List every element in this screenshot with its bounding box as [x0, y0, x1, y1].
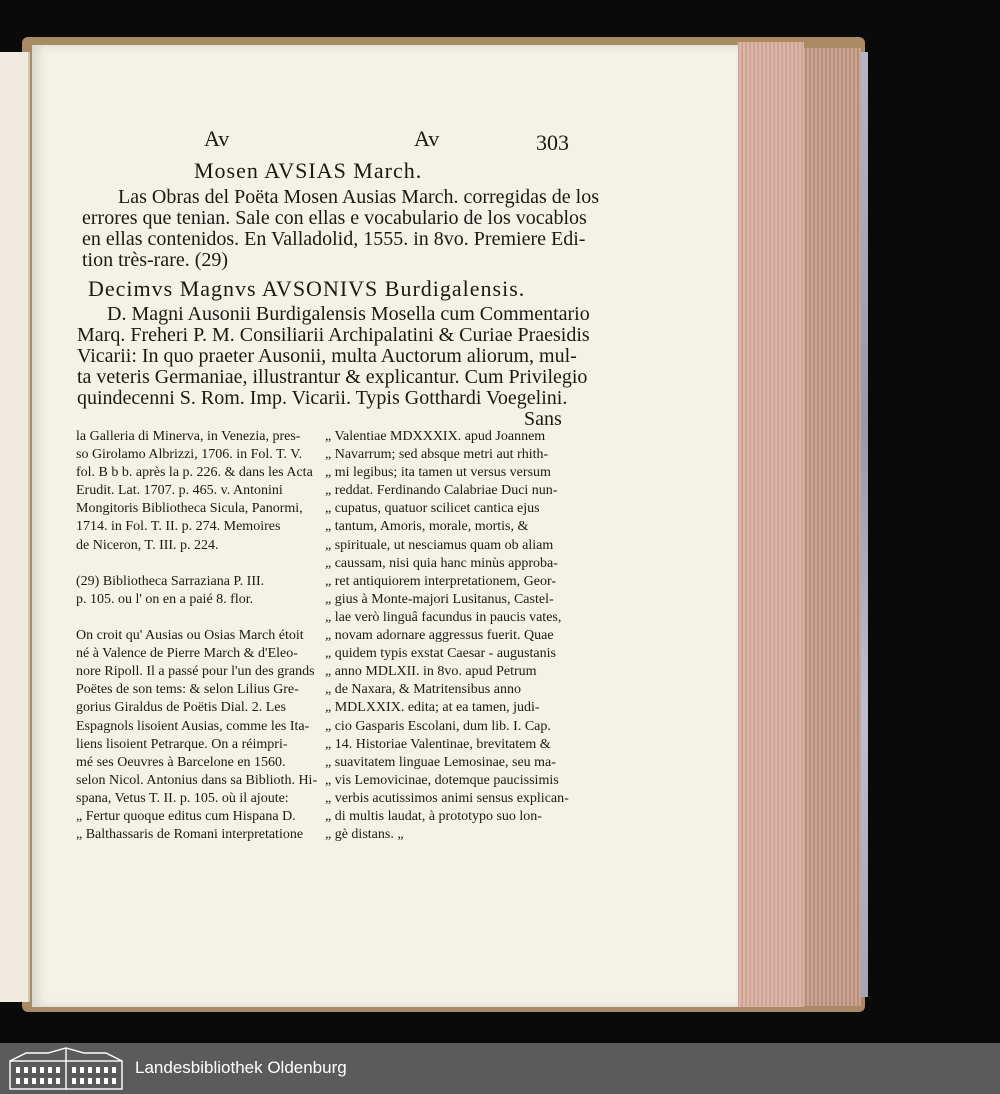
footnote-line: 1714. in Fol. T. II. p. 274. Memoires	[76, 519, 281, 535]
institution-name: Landesbibliothek Oldenburg	[135, 1058, 347, 1077]
footnote-line: „ mi legibus; ita tamen ut versus versum	[325, 465, 551, 481]
footnote-line: „ quidem typis exstat Caesar - augustanis	[325, 646, 556, 662]
footnote-line	[76, 555, 316, 573]
text-line: D. Magni Ausonii Burdigalensis Mosella cum Commentario	[107, 303, 590, 325]
running-head-center: Av	[414, 126, 440, 151]
footnote-line: so Girolamo Albrizzi, 1706. in Fol. T. V.	[76, 447, 303, 463]
facing-page-edge	[0, 52, 30, 1002]
footnote-line: „ tantum, Amoris, morale, mortis, &	[325, 519, 529, 535]
footnote-line: la Galleria di Minerva, in Venezia, pres-	[76, 429, 301, 444]
footnote-line: gorius Giraldus de Poëtis Dial. 2. Les	[76, 700, 286, 716]
footnote-line: „ di multis laudat, à prototypo suo lon-	[325, 808, 542, 824]
footnote-line: „ ret antiquiorem interpretationem, Geor-	[325, 573, 557, 589]
footnotes-left-column	[76, 428, 316, 844]
footnote-line: On croit qu' Ausias ou Osias March étoit	[76, 628, 304, 644]
book-page	[32, 45, 738, 1007]
footnote-line: „ cio Gasparis Escolani, dum lib. I. Cap.	[325, 718, 551, 734]
footnote-line: „ MDLXXIX. edita; at ea tamen, judi-	[325, 700, 540, 716]
footnote-line: Mongitoris Bibliotheca Sicula, Panormi,	[76, 501, 303, 517]
footnote-line: spana, Vetus T. II. p. 105. où il ajoute:	[76, 790, 289, 806]
page-number: 303	[536, 130, 569, 155]
footnote-line: „ lae verò linguâ facundus in paucis vates,	[325, 609, 562, 625]
footnote-line: selon Nicol. Antonius dans sa Biblioth. Hi-	[76, 772, 318, 788]
footnote-line: „ vis Lemovicinae, dotemque paucissimis	[325, 772, 559, 788]
footnote-line: né à Valence de Pierre March & d'Eleo-	[76, 646, 298, 662]
running-head-left: Av	[204, 126, 230, 151]
footnote-line: nore Ripoll. Il a passé pour l'un des grands	[76, 664, 315, 680]
text-line: ta veteris Germaniae, illustrantur & explicantur. Cum Privilegio	[77, 366, 588, 388]
footnote-line: Espagnols lisoient Ausias, comme les Ita-	[76, 718, 310, 734]
text-line: Marq. Freheri P. M. Consiliarii Archipalatini & Curiae Praesidis	[77, 324, 590, 346]
footnote-line: Erudit. Lat. 1707. p. 465. v. Antonini	[76, 483, 283, 499]
footnote-line: „ Valentiae MDXXXIX. apud Joannem	[325, 429, 546, 444]
footnote-line: „ gè distans. „	[325, 827, 404, 843]
footnote-line: „ Fertur quoque editus cum Hispana D.	[76, 808, 296, 824]
footnote-line: „ anno MDLXII. in 8vo. apud Petrum	[325, 664, 537, 680]
footnote-line: „ caussam, nisi quia hanc minùs approba-	[325, 555, 558, 571]
footnote-line: „ reddat. Ferdinando Calabriae Duci nun-	[325, 483, 558, 499]
footnote-line: „ 14. Historiae Valentinae, brevitatem &	[325, 736, 551, 752]
footnote-line	[76, 609, 316, 627]
text-line: Vicarii: In quo praeter Ausonii, multa Auctorum aliorum, mul-	[77, 345, 577, 367]
text-line: quindecenni S. Rom. Imp. Vicarii. Typis Gotthardi Voegelini.	[77, 387, 568, 409]
footnote-line: fol. B b b. après la p. 226. & dans les Acta	[76, 465, 313, 481]
footnote-line: „ suavitatem linguae Lemosinae, seu ma-	[325, 754, 556, 770]
footnote-line: „ cupatus, quatuor scilicet cantica ejus	[325, 501, 540, 517]
footnote-line: (29) Bibliotheca Sarraziana P. III.	[76, 573, 265, 589]
footnote-line: p. 105. ou l' on en a paié 8. flor.	[76, 591, 254, 607]
entry-heading-ausonius: Decimvs Magnvs AVSONIVS Burdigalensis.	[88, 276, 526, 301]
footnote-line: „ novam adornare aggressus fuerit. Quae	[325, 628, 554, 644]
cover-board-edge	[800, 48, 861, 1006]
text-line: errores que tenian. Sale con ellas e vocabulario de los vocablos	[82, 207, 587, 229]
library-building-logo-icon	[8, 1047, 124, 1091]
text-line: Las Obras del Poëta Mosen Ausias March. corregidas de los	[118, 186, 599, 208]
text-line: en ellas contenidos. En Valladolid, 1555. in 8vo. Premiere Edi-	[82, 228, 586, 250]
footnote-line: „ Navarrum; sed absque metri aut rhith-	[325, 447, 549, 463]
footnote-line: „ verbis acutissimos animi sensus explican-	[325, 790, 569, 806]
text-line: tion très-rare. (29)	[82, 249, 229, 271]
page-block-edge	[737, 42, 804, 1007]
footnote-line: liens lisoient Petrarque. On a réimpri-	[76, 736, 288, 752]
entry-heading-march: Mosen AVSIAS March.	[194, 158, 423, 183]
footnote-line: mé ses Oeuvres à Barcelone en 1560.	[76, 754, 286, 770]
catchword: Sans	[524, 408, 562, 430]
footnote-line: „ gius à Monte-majori Lusitanus, Castel-	[325, 591, 554, 607]
footnotes-right-column	[325, 428, 570, 844]
footnote-line: Poëtes de son tems: & selon Lilius Gre-	[76, 682, 299, 698]
footnote-line: de Niceron, T. III. p. 224.	[76, 537, 219, 553]
entry-body-ausonius	[77, 303, 590, 430]
footnote-line: „ Balthassaris de Romani interpretatione	[76, 827, 304, 843]
entry-body-march	[82, 186, 599, 271]
footer-bar	[0, 1043, 1000, 1094]
footnote-line: „ de Naxara, & Matritensibus anno	[325, 682, 521, 698]
footnote-line: „ spirituale, ut nesciamus quam ob aliam	[325, 537, 554, 553]
